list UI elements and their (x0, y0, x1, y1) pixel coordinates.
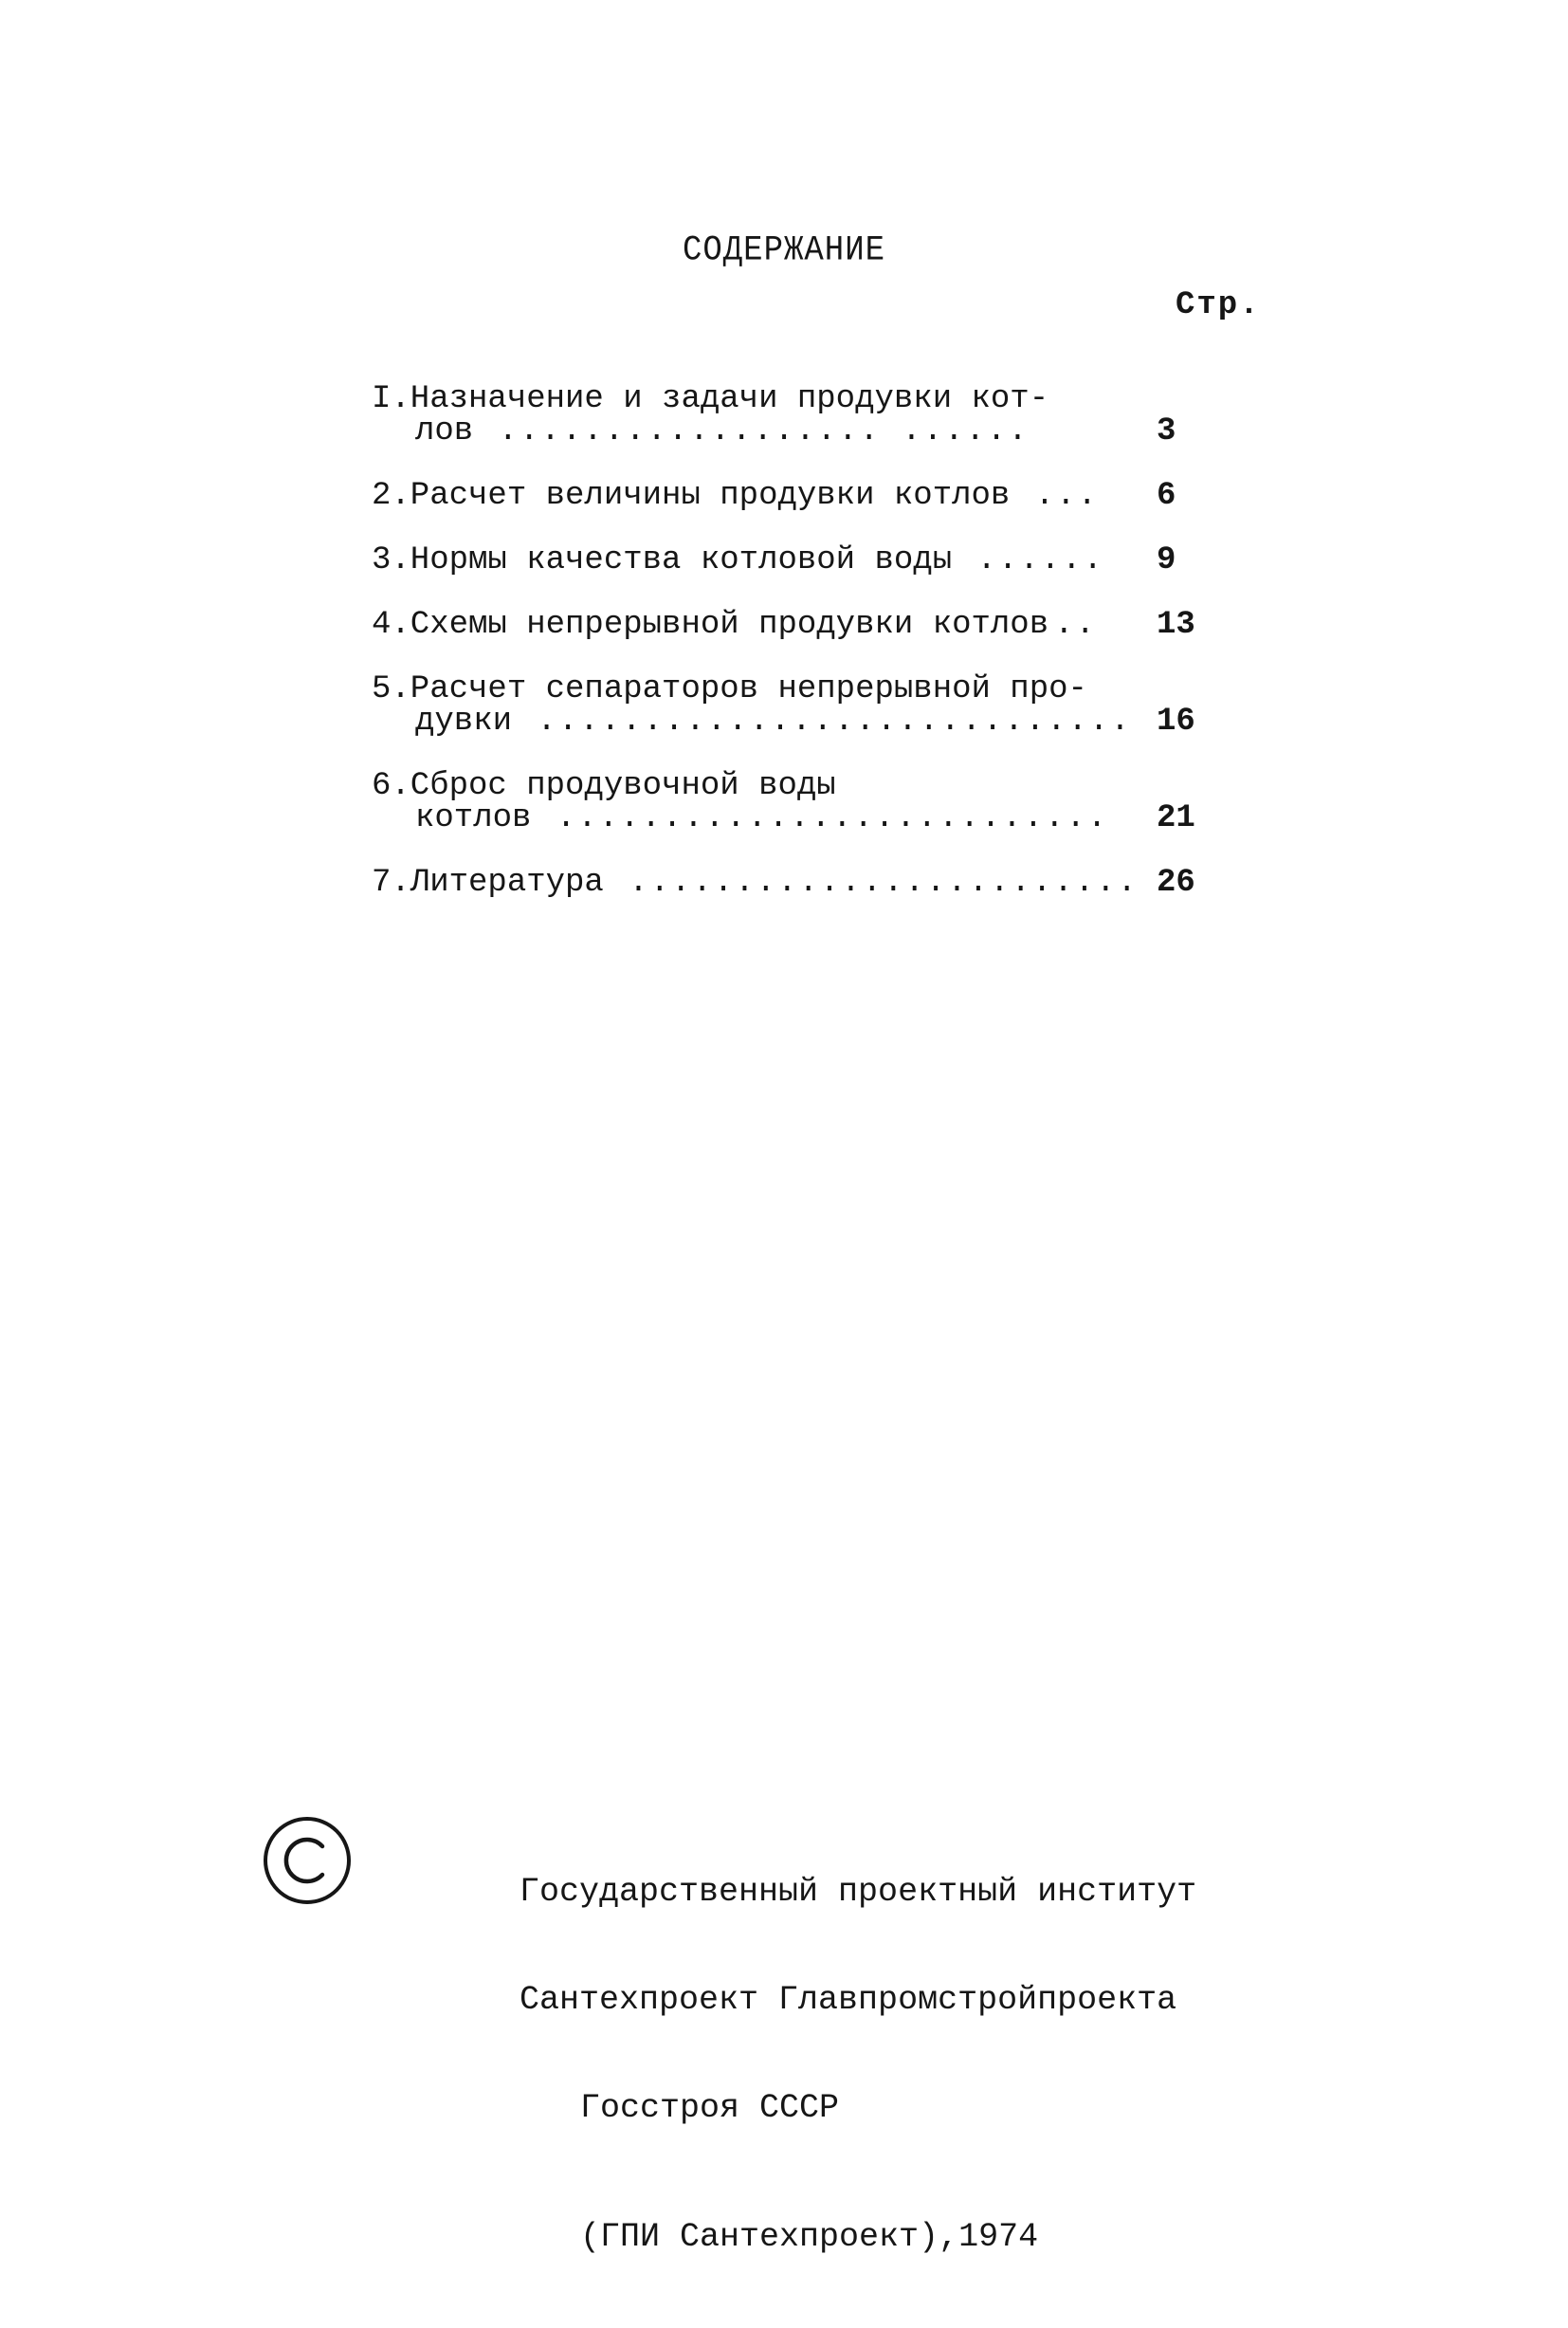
toc-entry (372, 609, 1206, 641)
publisher-line: Сантехпроект Главпромстройпроекта (520, 1981, 1177, 2019)
toc-entry-title-continued: котлов (415, 800, 551, 836)
toc-leader-dots: .................. ...... (498, 415, 1030, 448)
publisher-line: (ГПИ Сантехпроект),1974 (580, 2218, 1039, 2256)
toc-entry-title-continued: дувки (415, 704, 532, 740)
toc-entry (372, 770, 1206, 834)
toc-title: СОДЕРЖАНИЕ (682, 231, 886, 271)
toc-entry-title-continued: лов (415, 413, 493, 449)
toc-entry (372, 867, 1206, 899)
toc-leader-dots: ... (1034, 480, 1099, 512)
toc-entry (372, 480, 1206, 512)
toc-page-number: 21 (1157, 800, 1195, 836)
toc-entry-title: I.Назначение и задачи продувки кот- (372, 381, 1049, 417)
publisher-line: Государственный проектный институт (520, 1873, 1197, 1911)
table-of-contents (372, 383, 1206, 931)
toc-leader-dots: ........................ (629, 867, 1139, 899)
toc-page-number: 26 (1157, 865, 1195, 901)
page-column-label: Стр. (1176, 287, 1261, 323)
toc-page-number: 13 (1157, 607, 1195, 643)
toc-leader-dots: .. (1054, 609, 1097, 641)
copyright-icon (262, 1815, 353, 1906)
toc-entry-title: 7.Литература (372, 865, 624, 901)
toc-entry-title: 6.Сброс продувочной воды (372, 768, 836, 804)
publisher-imprint (520, 1802, 1196, 2327)
toc-entry (372, 383, 1206, 448)
toc-leader-dots: .......................... (556, 802, 1109, 834)
toc-entry-title: 3.Нормы качества котловой воды (372, 542, 972, 578)
toc-leader-dots: ............................ (537, 706, 1132, 738)
toc-entry-title: 2.Расчет величины продувки котлов (372, 478, 1030, 514)
toc-page-number: 9 (1157, 542, 1176, 578)
toc-page-number: 16 (1157, 704, 1195, 740)
publisher-line: Госстроя СССР (580, 2089, 840, 2127)
toc-page-number: 3 (1157, 413, 1176, 449)
toc-entry-title: 5.Расчет сепараторов непрерывной про- (372, 671, 1087, 707)
toc-entry-title: 4.Схемы непрерывной продувки котлов (372, 607, 1049, 643)
toc-entry (372, 544, 1206, 577)
toc-leader-dots: ...... (976, 544, 1104, 577)
toc-entry (372, 673, 1206, 738)
toc-page-number: 6 (1157, 478, 1176, 514)
